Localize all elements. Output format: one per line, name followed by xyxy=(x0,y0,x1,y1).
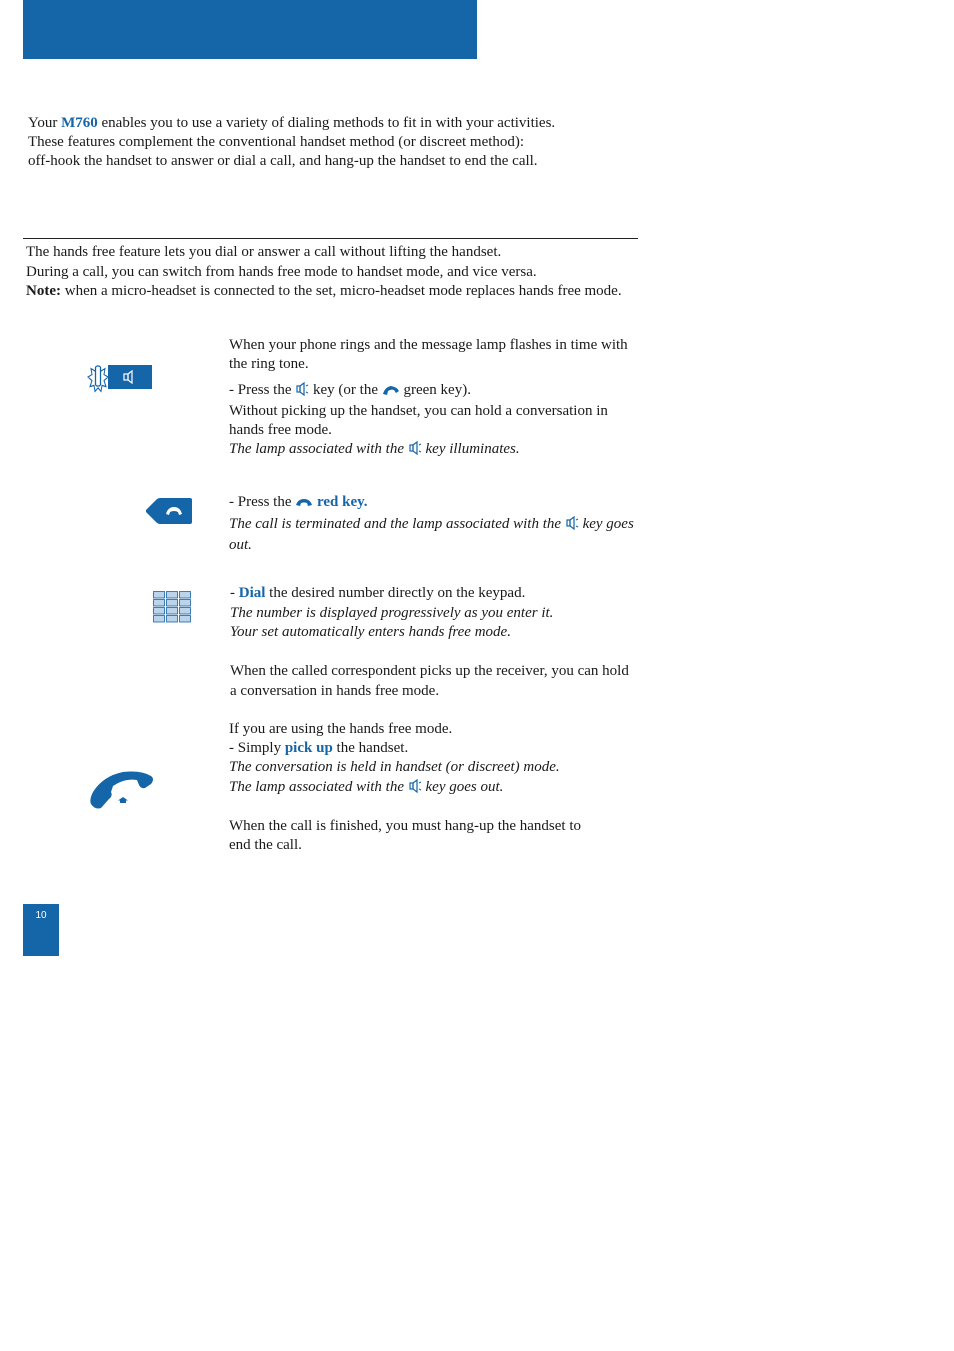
red-key-icon[interactable] xyxy=(146,498,192,529)
green-handset-icon xyxy=(382,383,400,402)
ringing-speaker-key-icon xyxy=(86,360,154,401)
page-number: 10 xyxy=(35,910,47,921)
keypad-icon[interactable] xyxy=(153,591,192,628)
red-handset-icon xyxy=(295,495,313,514)
hands-free-description: The hands free feature lets you dial or answer a call without lifting the handset. During a call, you can switch from hands free mode to handset mode, and vice versa. Note: when a micro-headset is connected to the set, micro-headset mode replaces hands free mode. xyxy=(26,244,622,299)
pick-up-label: pick up xyxy=(284,740,333,756)
end-call-section: - Press the red key. The call is terminated and the lamp associated with the key goes out. xyxy=(229,494,634,553)
note-label: Note: xyxy=(26,283,61,299)
header-bar xyxy=(23,0,477,59)
answer-section: When your phone rings and the message lamp flashes in time with the ring tone. - Press the key (or the green key). Without picking up the handset, you can hold a conversation in hands free mode. The lamp associated with the key illuminates. xyxy=(229,336,629,461)
handset-pickup-icon[interactable] xyxy=(89,770,155,815)
speaker-icon xyxy=(408,441,422,461)
dial-label: Dial xyxy=(238,585,266,601)
dial-section: - Dial the desired number directly on the keypad. The number is displayed progressively as you enter it. Your set automatically enters hands free mode. When the called correspondent picks up the receiver, you can hold a conversation in hands free mode. xyxy=(230,585,629,699)
model-name: M760 xyxy=(61,115,98,131)
intro-text: Your M760 enables you to use a variety of dialing methods to fit in with your activities. These features complement the conventional handset method (or discreet method): off-hook the handset to answer or dial a call, and hang-up the handset to end the call. xyxy=(28,115,556,169)
speaker-icon xyxy=(565,516,579,536)
red-key-label: red key. xyxy=(317,494,368,510)
page-number-tab xyxy=(23,904,59,956)
switch-section: If you are using the hands free mode. - Simply pick up the handset. The conversation is held in handset (or discreet) mode. The lamp associated with the key goes out. When the call is finished, you must hang-up the handset to end the call. xyxy=(229,721,582,853)
speaker-icon xyxy=(408,779,422,799)
speaker-icon xyxy=(295,382,309,402)
section-divider xyxy=(23,238,638,239)
